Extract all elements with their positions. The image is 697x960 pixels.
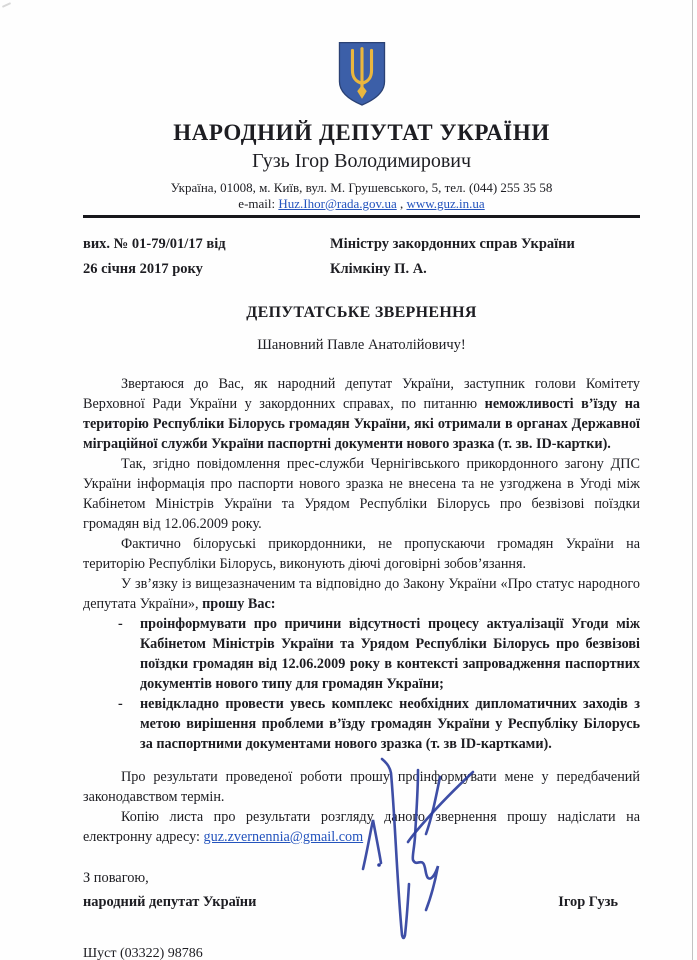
ukraine-trident-emblem-icon: [336, 40, 388, 108]
paragraph-4: [83, 574, 640, 614]
paragraph-1-bold-text: неможливості в’їзду на територію Республіки Білорусь громадян України, які отримали в органах Державної міграційної служби України паспортні документи нового зразка: [83, 395, 640, 452]
paragraph-1: [83, 374, 640, 454]
scan-edge-artifact: [692, 0, 693, 960]
link-separator: ,: [396, 195, 407, 211]
letterhead: [83, 40, 640, 218]
paragraph-1-bold-tail: (т. зв. ID-картки).: [497, 435, 611, 452]
paragraph-5: Про результати проведеної роботи прошу проінформувати мене у передбачений законодавством термін.: [83, 768, 640, 805]
letterhead-rule: [83, 215, 640, 218]
reply-email-link[interactable]: guz.zvernennia@gmail.com: [203, 828, 364, 845]
reference-block: [83, 232, 640, 282]
letterhead-contact-line: [83, 196, 640, 211]
paragraph-4-bold-text: прошу Вас:: [202, 595, 276, 612]
closing-regards: З повагою,: [83, 869, 149, 886]
email-link[interactable]: Huz.Ihor@rada.gov.ua: [278, 195, 397, 211]
dash-marker: -: [118, 615, 123, 632]
paragraph-1-text: Звертаюся до Вас, як народний депутат України, заступник голови Комітету Верховної Ради України у закордонних справах, по питанню: [83, 375, 640, 412]
paragraph-6-text: Копію листа про результати розгляду даного звернення прошу надіслати на електронну адресу:: [83, 808, 640, 845]
outgoing-number: вих. № 01-79/01/17 від: [83, 235, 226, 252]
request-item-1-text: проінформувати про причини відсутності процесу актуалізації Угоди між Кабінетом Міністрів України та Урядом Республіки Білорусь про безвізові поїздки громадян від 12.06.2009 року в контексті запровадження паспортних документів нового типу для громадян України;: [140, 615, 640, 692]
request-item-1: [83, 614, 640, 694]
recipient-title: Міністру закордонних справ України: [330, 235, 575, 252]
paragraph-4-text: У зв’язку із вищезазначеним та відповідно до Закону України «Про статус народного депутата України»,: [83, 575, 640, 612]
website-link[interactable]: www.guz.in.ua: [406, 195, 485, 211]
paragraph-3: Фактично білоруські прикордонники, не пропускаючи громадян України на територію Республіки Білорусь, виконують діючі договірні зобов’язання.: [83, 535, 640, 572]
document-heading: ДЕПУТАТСЬКЕ ЗВЕРНЕННЯ: [246, 303, 477, 321]
closing-signature-row: [83, 891, 640, 913]
closing-position: народний депутат України: [83, 893, 257, 910]
closing-block: [83, 867, 640, 960]
request-item-2: [83, 694, 640, 754]
dash-marker: -: [118, 695, 123, 712]
email-label: e-mail:: [238, 195, 279, 211]
letterhead-address: Україна, 01008, м. Київ, вул. М. Грушевського, 5, тел. (044) 255 35 58: [170, 179, 553, 195]
paragraph-6: [83, 807, 640, 847]
letterhead-title: НАРОДНИЙ ДЕПУТАТ УКРАЇНИ: [173, 119, 550, 145]
recipient-block: [330, 232, 640, 282]
paragraph-2: Так, згідно повідомлення прес-служби Чернігівського прикордонного загону ДПС України інформація про паспорти нового зразка не внесена та не узгоджена в Угоді між Кабінетом Міністрів України та Урядом Республіки Білорусь про безвізові поїздки громадян від 12.06.2009 року.: [83, 455, 640, 532]
deputy-name: Гузь Ігор Володимирович: [251, 149, 472, 172]
salutation: Шановний Павле Анатолійовичу!: [257, 336, 466, 353]
signer-name: Ігор Гузь: [558, 893, 618, 910]
recipient-name: Клімкіну П. А.: [330, 260, 427, 277]
outgoing-number-block: [83, 232, 330, 282]
executor-contact: Шуст (03322) 98786: [83, 945, 203, 960]
outgoing-date: 26 січня 2017 року: [83, 260, 203, 277]
letter-body: [83, 374, 640, 847]
request-item-2-text: невідкладно провести увесь комплекс необхідних дипломатичних заходів з метою вирішення проблеми в’їзду громадян України у Республіку Білорусь за паспортними документами нового зразка (т. зв ID-картками).: [140, 695, 640, 752]
